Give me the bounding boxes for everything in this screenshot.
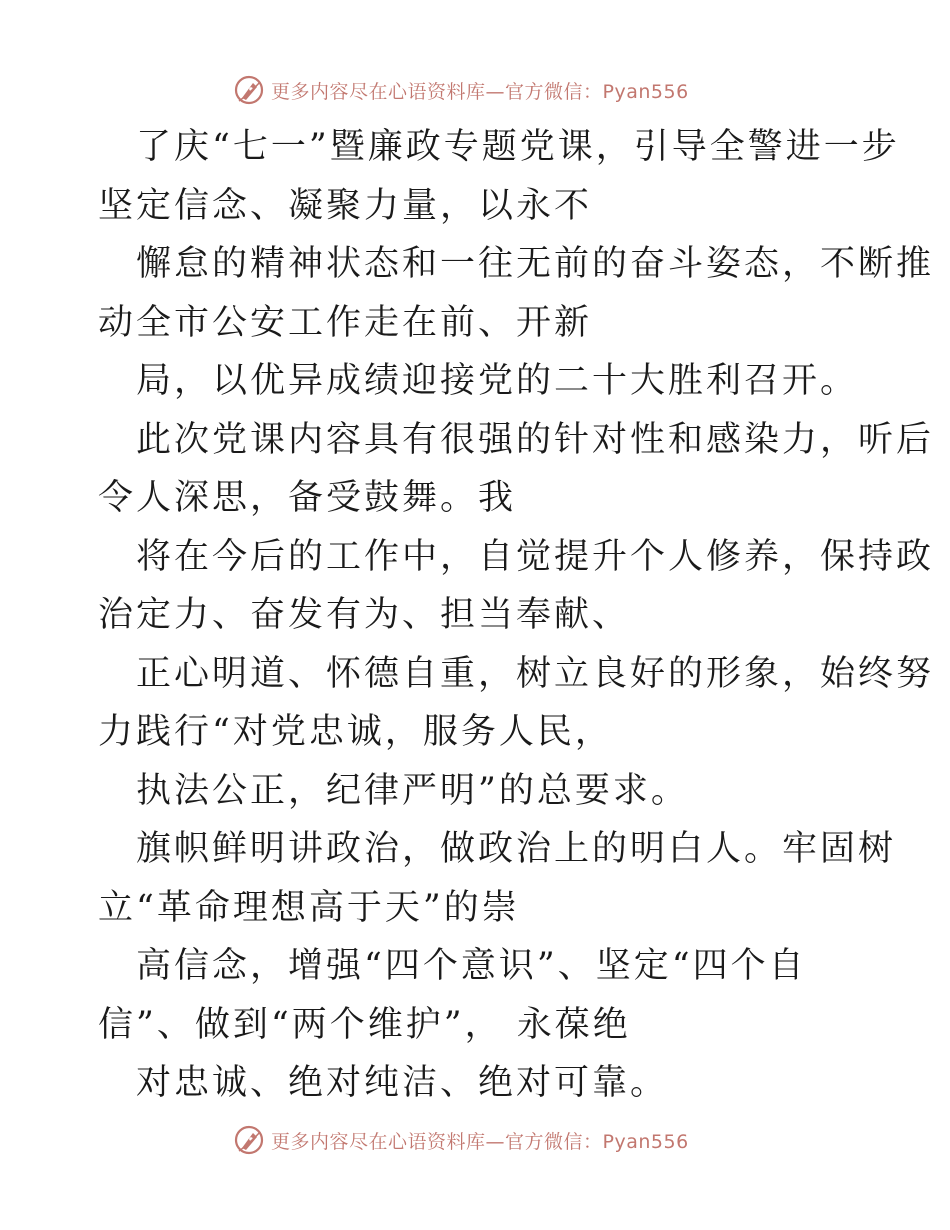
text-line: 治定力、奋发有为、担当奉献、 [98,595,631,635]
text-line: 立“革命理想高于天”的崇 [98,887,520,928]
text-line: 执法公正，纪律严明”的总要求。 [136,770,689,811]
text-line: 坚定信念、凝聚力量，以永不 [98,185,593,226]
text-line: 令人深思，备受鼓舞。我 [98,478,517,518]
text-line: 局，以优异成绩迎接党的二十大胜利召开。 [136,361,859,401]
footer-watermark [233,1122,689,1158]
text-line: 高信念，增强“四个意识”、坚定“四个自 [136,946,807,986]
text-line: 此次党课内容具有很强的针对性和感染力，听后 [136,419,935,460]
watermark-text: 更多内容尽在心语资料库—官方微信：Pyan556 [271,80,689,103]
text-line: 正心明道、怀德自重，树立良好的形象，始终努 [136,653,935,694]
text-line: 动全市公安工作走在前、开新 [98,302,593,343]
pen-nib-logo-icon [233,1124,265,1156]
pen-nib-logo-icon [233,74,265,106]
watermark-text: 更多内容尽在心语资料库—官方微信：Pyan556 [271,1130,689,1153]
text-line: 力践行“对党忠诚，服务人民， [98,712,613,752]
text-line: 信”、做到“两个维护”， 永葆绝 [98,1004,631,1045]
text-line: 了庆“七一”暨廉政专题党课，引导全警进一步 [136,127,900,167]
document-body [98,118,935,1113]
text-line: 旗帜鲜明讲政治，做政治上的明白人。牢固树 [136,829,897,869]
text-line: 将在今后的工作中，自觉提升个人修养，保持政 [136,536,935,577]
text-line: 对忠诚、绝对纯洁、绝对可靠。 [136,1063,669,1103]
header-watermark [233,72,689,108]
text-line: 懈怠的精神状态和一往无前的奋斗姿态，不断推 [136,244,935,284]
